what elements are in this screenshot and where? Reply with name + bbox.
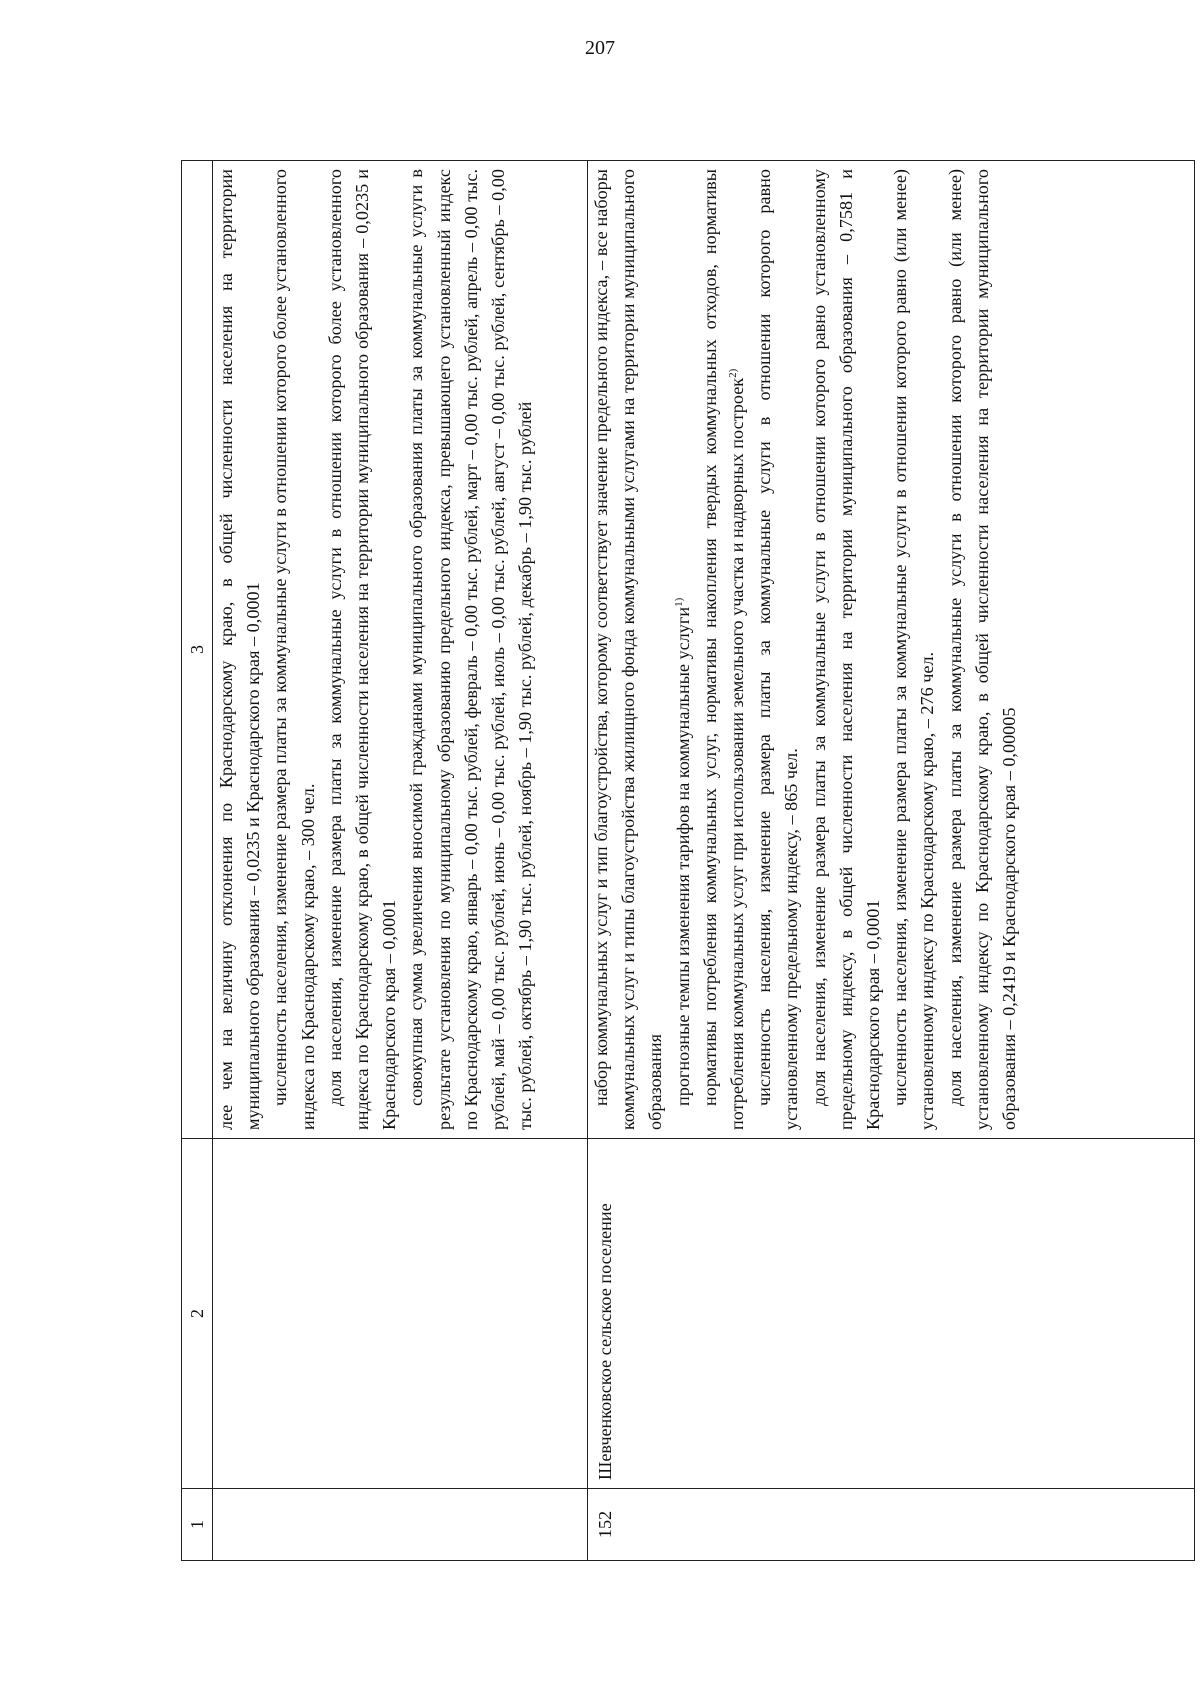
paragraph: доля населения, изменение размера платы за коммунальные услуги в отношении которого равно установленному предельному индексу, в общей численности населения на территории муниципального образования – 0,7581 и Краснодарского края – 0,0001 [808, 169, 884, 1130]
paragraph-with-footnote [670, 169, 697, 1130]
row-description [213, 161, 588, 1139]
paragraph-text: нормативы потребления коммунальных услуг, нормативы накопления твердых коммунальных отходов, нормативы потребления коммунальных услуг при использовании земельного участка и надворных построек [699, 169, 748, 1130]
paragraph-with-footnote [697, 169, 751, 1130]
paragraph: лее чем на величину отклонения по Краснодарскому краю, в общей численности населения на территории муниципального образования – 0,0235 и Краснодарского края – 0,0001 [216, 169, 264, 1130]
data-table [181, 160, 1195, 1561]
footnote-marker: 1) [672, 597, 685, 607]
row-name [213, 1139, 588, 1489]
row-name: Шевченковское сельское поселение [588, 1139, 1195, 1489]
paragraph: численность населения, изменение размера платы за коммунальные услуги в отношении которого равно установленному предельному индексу, – 865 чел. [754, 169, 802, 1130]
column-header-3: 3 [182, 161, 213, 1139]
row-number [213, 1489, 588, 1561]
rotated-table-frame [181, 161, 1184, 1561]
footnote-marker: 2) [726, 368, 739, 378]
table-row [213, 161, 588, 1561]
table-row [588, 161, 1195, 1561]
page-number: 207 [585, 37, 615, 59]
row-number: 152 [588, 1489, 1195, 1561]
paragraph: численность населения, изменение размера платы за коммунальные услуги в отношении которого равно (или менее) установленному индексу по Краснодарскому краю, – 276 чел. [890, 169, 938, 1130]
row-description [588, 161, 1195, 1139]
column-header-1: 1 [182, 1489, 213, 1561]
column-header-2: 2 [182, 1139, 213, 1489]
paragraph: численность населения, изменение размера платы за коммунальные услуги в отношении которого более установленного индекса по Краснодарскому краю, – 300 чел. [270, 169, 318, 1130]
paragraph: совокупная сумма увеличения вносимой гражданами муниципального образования платы за коммунальные услуги в результате установления по муниципальному образованию предельного индекса, превышающего установленный индекс по Краснодарскому краю, январь – 0,00 тыс. рублей, февраль – 0,00 тыс. рублей, март – 0,00 тыс. рублей, апрель – 0,00 тыс. рублей, май – 0,00 тыс. рублей, июнь – 0,00 тыс. рублей, июль – 0,00 тыс. рублей, август – 0,00 тыс. рублей, сентябрь – 0,00 тыс. рублей, октябрь – 1,90 тыс. рублей, ноябрь – 1,90 тыс. рублей, декабрь – 1,90 тыс. рублей [406, 169, 536, 1130]
paragraph: доля населения, изменение размера платы за коммунальные услуги в отношении которого равно (или менее) установленному индексу по Краснодарскому краю, в общей численности населения на территории муниципального образования – 0,2419 и Краснодарского края – 0,00005 [944, 169, 1020, 1130]
paragraph: набор коммунальных услуг и тип благоустройства, которому соответствует значение предельного индекса, – все наборы коммунальных услуг и типы благоустройства жилищного фонда коммунальными услугами на территории муниципального образования [591, 169, 666, 1130]
paragraph: доля населения, изменение размера платы за коммунальные услуги в отношении которого более установленного индекса по Краснодарскому краю, в общей численности населения на территории муниципального образования – 0,0235 и Краснодарского края – 0,0001 [324, 169, 400, 1130]
paragraph-text: прогнозные темпы изменения тарифов на коммунальные услуги [672, 606, 693, 1106]
table-header-row [182, 161, 213, 1561]
